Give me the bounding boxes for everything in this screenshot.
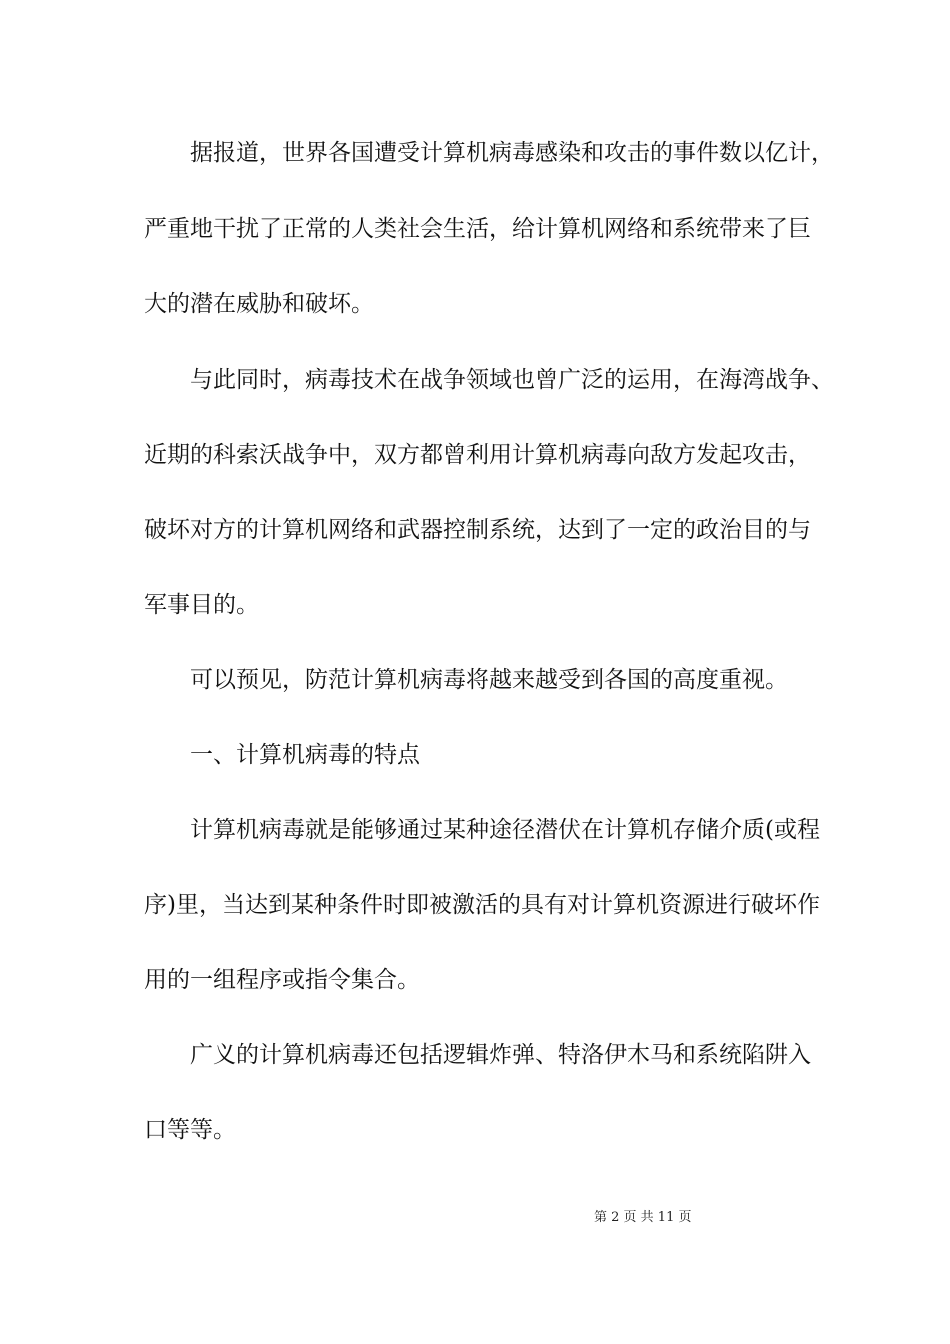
paragraph-5-line-2: 口等等。 [144,1117,236,1143]
paragraph-4-line-2: 序)里，当达到某种条件时即被激活的具有对计算机资源进行破坏作 [144,892,820,918]
section-heading: 一、计算机病毒的特点 [190,742,420,768]
paragraph-1-line-3: 大的潜在威胁和破坏。 [144,291,374,317]
paragraph-5-line-1: 广义的计算机病毒还包括逻辑炸弹、特洛伊木马和系统陷阱入 [190,1042,811,1068]
paragraph-1-line-1: 据报道，世界各国遭受计算机病毒感染和攻击的事件数以亿计， [190,140,834,166]
paragraph-2-line-1: 与此同时，病毒技术在战争领域也曾广泛的运用，在海湾战争、 [190,367,834,393]
paragraph-3-line-1: 可以预见，防范计算机病毒将越来越受到各国的高度重视。 [190,667,788,693]
paragraph-2-line-4: 军事目的。 [144,592,259,618]
page-number-footer: 第 2 页 共 11 页 [594,1210,692,1225]
paragraph-2-line-3: 破坏对方的计算机网络和武器控制系统，达到了一定的政治目的与 [144,517,811,543]
paragraph-1-line-2: 严重地干扰了正常的人类社会生活，给计算机网络和系统带来了巨 [144,216,811,242]
paragraph-4-line-3: 用的一组程序或指令集合。 [144,967,420,993]
paragraph-2-line-2: 近期的科索沃战争中，双方都曾利用计算机病毒向敌方发起攻击， [144,442,811,468]
paragraph-4-line-1: 计算机病毒就是能够通过某种途径潜伏在计算机存储介质(或程 [190,817,820,843]
